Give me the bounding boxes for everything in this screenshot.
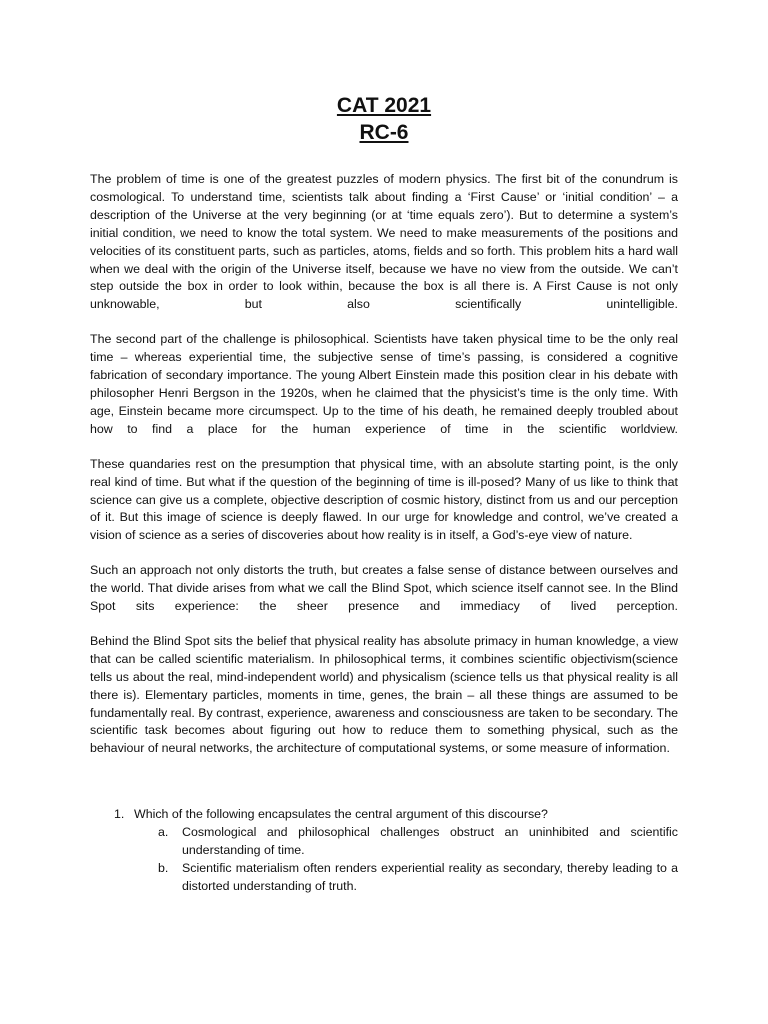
question-number: 1. — [114, 807, 125, 822]
option-text: Cosmological and philosophical challenges obstruct an uninhibited and scientific understanding of time. — [182, 825, 678, 858]
option-a — [158, 824, 678, 860]
passage-paragraph-2: The second part of the challenge is philosophical. Scientists have taken physical time to be the only real time – whereas experiential time, the subjective sense of time’s passing, is considered a cognitive fabrication of secondary importance. The young Albert Einstein made this position clear in his debate with philosopher Henri Bergson in the 1920s, when he claimed that the physicist’s time is the only time. With age, Einstein became more circumspect. Up to the time of his death, he remained deeply troubled about how to find a place for the human experience of time in the scientific worldview. — [90, 332, 678, 436]
option-letter: b. — [158, 861, 169, 875]
option-text: Scientific materialism often renders experiential reality as secondary, thereby leading to a distorted understanding of truth. — [182, 861, 678, 893]
exam-title: CAT 2021 — [336, 94, 432, 117]
passage-paragraph-5: Behind the Blind Spot sits the belief that physical reality has absolute primacy in human knowledge, a view that can be called scientific materialism. In philosophical terms, it combines scientific objectivism(science tells us about the real, mind-independent world) and physicalism (science tells us that physical reality is all there is). Elementary particles, moments in time, genes, the brain – all these things are assumed to be fundamentally real. By contrast, experience, awareness and consciousness are taken to be secondary. The scientific task becomes about figuring out how to reduce them to something physical, such as the behaviour of neural networks, the architecture of computational systems, or some measure of information. — [90, 633, 678, 756]
passage-paragraph-4: Such an approach not only distorts the truth, but creates a false sense of distance between ourselves and the world. That divide arises from what we call the Blind Spot, which science itself cannot see. In the Blind Spot sits experience: the sheer presence and immediacy of lived perception. — [90, 563, 678, 614]
passage-code: RC-6 — [359, 121, 409, 144]
option-list — [158, 824, 678, 896]
title-block — [90, 92, 678, 146]
passage-paragraph-3: These quandaries rest on the presumption that physical time, with an absolute starting point, is the only real kind of time. But what if the question of the beginning of time is ill-posed? Many of us like to think that science can give us a complete, objective description of cosmic history, distinct from us and our perception of it. But this image of science is deeply flawed. In our urge for knowledge and control, we’ve created a vision of science as a series of discoveries about how reality is in itself, a God’s-eye view of nature. — [90, 456, 678, 543]
passage-paragraph-1: The problem of time is one of the greatest puzzles of modern physics. The first bit of the conundrum is cosmological. To understand time, scientists talk about finding a ‘First Cause’ or ‘initial condition’ – a description of the Universe at the very beginning (or at ‘time equals zero’). But to determine a system’s initial condition, we need to know the total system. We need to make measurements of the positions and velocities of its constituent parts, such as particles, atoms, fields and so forth. This problem hits a hard wall when we deal with the origin of the Universe itself, because we have no view from the outside. We can’t step outside the box in order to look within, because the box is all there is. A First Cause is not only unknowable, but also scientifically unintelligible. — [90, 172, 678, 312]
question-text: Which of the following encapsulates the central argument of this discourse? — [134, 807, 548, 822]
option-b — [158, 860, 678, 896]
question-section — [90, 806, 678, 896]
question-1 — [90, 806, 678, 824]
option-letter: a. — [158, 825, 169, 840]
